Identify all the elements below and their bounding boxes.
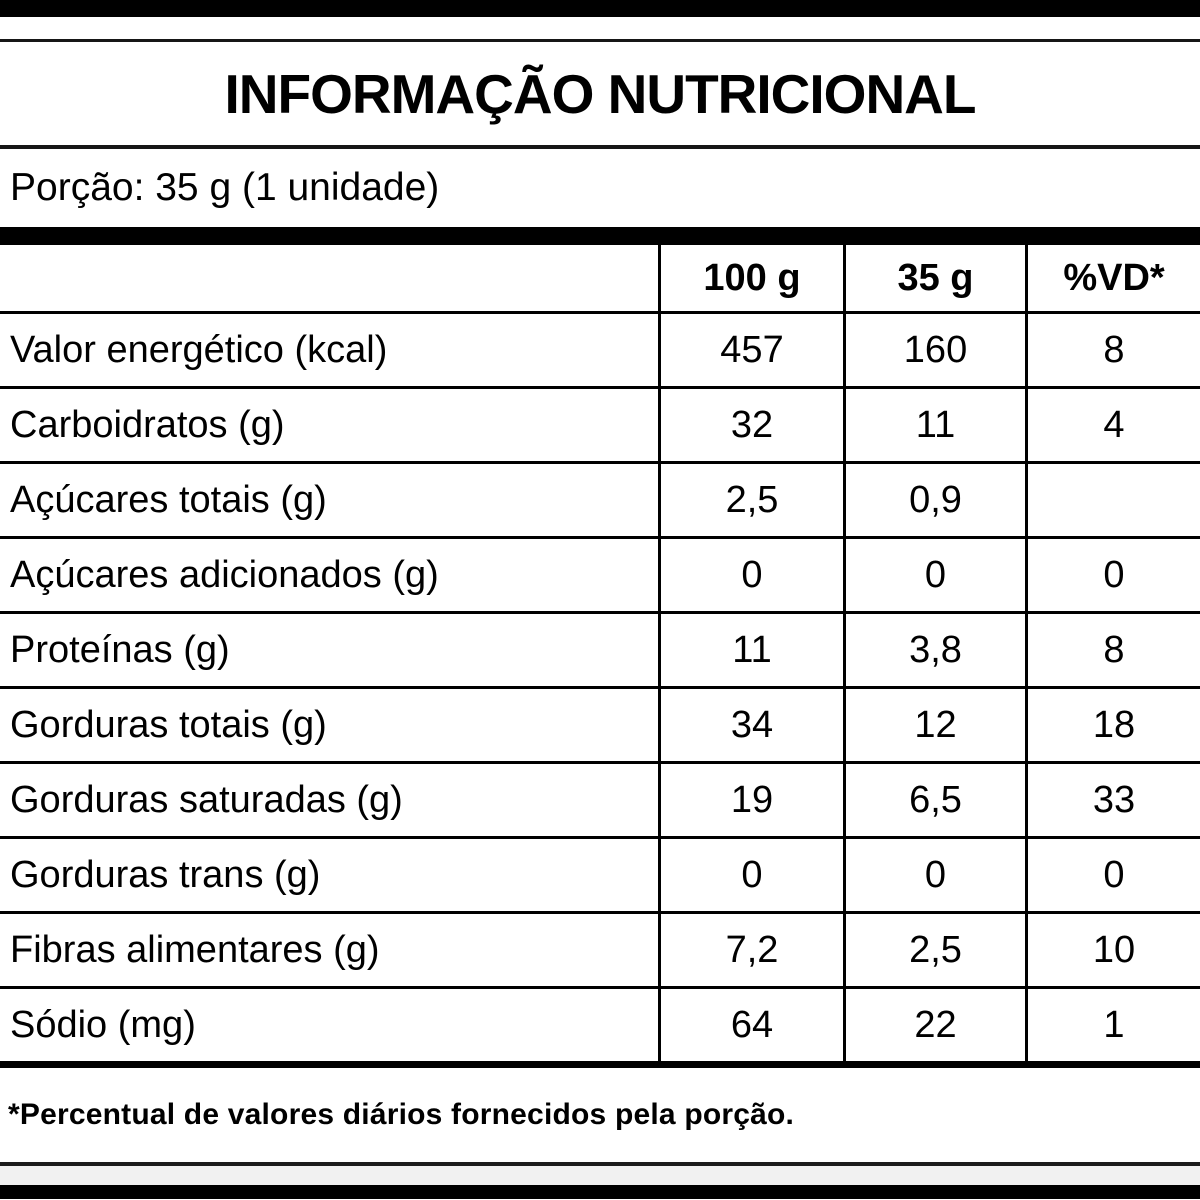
- value-35g: 0: [843, 536, 1025, 611]
- value-100g: 457: [658, 311, 843, 386]
- value-100g: 64: [658, 986, 843, 1061]
- value-100g: 32: [658, 386, 843, 461]
- value-100g: 2,5: [658, 461, 843, 536]
- value-vd: 33: [1025, 761, 1200, 836]
- nutrient-name: Gorduras trans (g): [0, 836, 658, 911]
- value-vd: 4: [1025, 386, 1200, 461]
- nutrient-name: Proteínas (g): [0, 611, 658, 686]
- table-top-bar: [0, 227, 1200, 245]
- nutrient-name: Açúcares adicionados (g): [0, 536, 658, 611]
- bottom-letterbox-strip: [0, 1185, 1200, 1199]
- page-title: INFORMAÇÃO NUTRICIONAL: [224, 62, 976, 125]
- value-vd: 18: [1025, 686, 1200, 761]
- value-vd: 8: [1025, 611, 1200, 686]
- value-vd: 10: [1025, 911, 1200, 986]
- column-header-empty: [0, 245, 658, 311]
- footnote: *Percentual de valores diários fornecidos pela porção.: [8, 1098, 795, 1131]
- top-gap: [0, 17, 1200, 39]
- nutrient-name: Carboidratos (g): [0, 386, 658, 461]
- nutrient-name: Valor energético (kcal): [0, 311, 658, 386]
- table-bottom-bar: [0, 1061, 1200, 1068]
- bottom-gray-band: [0, 1166, 1200, 1185]
- value-100g: 34: [658, 686, 843, 761]
- nutrient-name: Gorduras saturadas (g): [0, 761, 658, 836]
- value-35g: 160: [843, 311, 1025, 386]
- value-100g: 11: [658, 611, 843, 686]
- column-header-vd: %VD*: [1025, 245, 1200, 311]
- value-vd: 8: [1025, 311, 1200, 386]
- nutrient-name: Sódio (mg): [0, 986, 658, 1061]
- value-vd: [1025, 461, 1200, 536]
- value-100g: 7,2: [658, 911, 843, 986]
- value-vd: 0: [1025, 536, 1200, 611]
- value-35g: 0,9: [843, 461, 1025, 536]
- value-35g: 22: [843, 986, 1025, 1061]
- serving-size: Porção: 35 g (1 unidade): [10, 166, 440, 209]
- value-35g: 2,5: [843, 911, 1025, 986]
- value-vd: 1: [1025, 986, 1200, 1061]
- value-100g: 19: [658, 761, 843, 836]
- value-100g: 0: [658, 536, 843, 611]
- nutrition-table: [0, 245, 1200, 1061]
- title-section: [0, 42, 1200, 145]
- top-letterbox-strip: [0, 0, 1200, 17]
- value-35g: 6,5: [843, 761, 1025, 836]
- nutrient-name: Gorduras totais (g): [0, 686, 658, 761]
- value-35g: 12: [843, 686, 1025, 761]
- column-header-100g: 100 g: [658, 245, 843, 311]
- value-35g: 11: [843, 386, 1025, 461]
- nutrient-name: Fibras alimentares (g): [0, 911, 658, 986]
- serving-section: [0, 149, 1200, 227]
- value-100g: 0: [658, 836, 843, 911]
- nutrient-name: Açúcares totais (g): [0, 461, 658, 536]
- value-35g: 3,8: [843, 611, 1025, 686]
- value-35g: 0: [843, 836, 1025, 911]
- footnote-section: [0, 1068, 1200, 1162]
- value-vd: 0: [1025, 836, 1200, 911]
- column-header-35g: 35 g: [843, 245, 1025, 311]
